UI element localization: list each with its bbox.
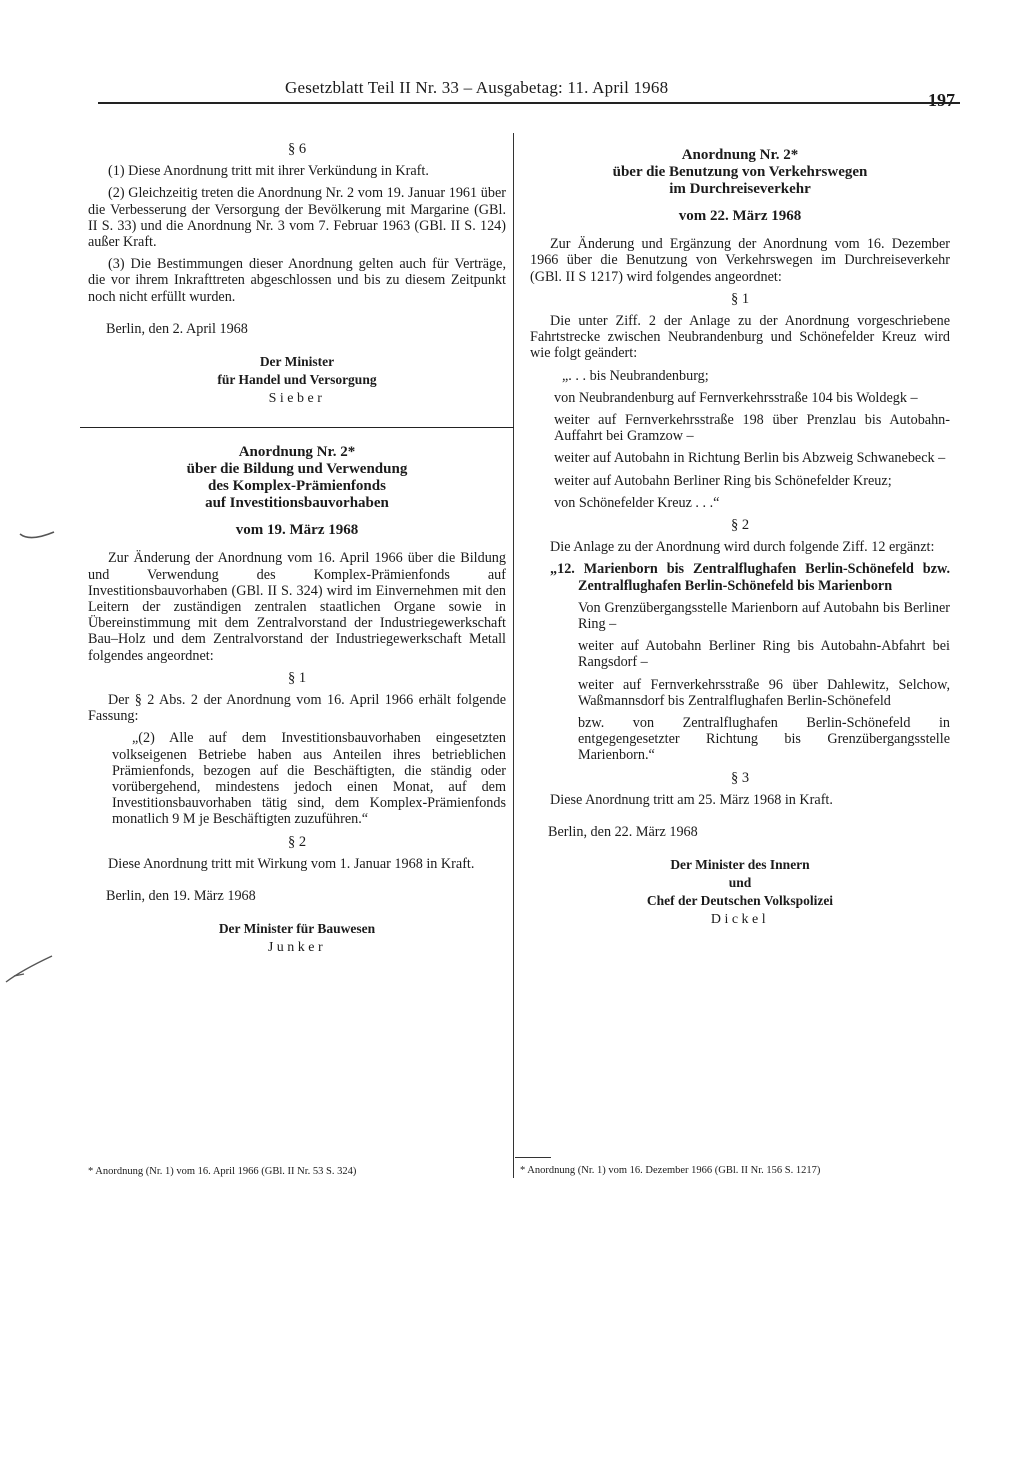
right-column	[530, 147, 950, 929]
section-1-heading: § 1	[730, 290, 750, 307]
ordinance-date: vom 19. März 1968	[235, 522, 359, 539]
ordinance-title	[88, 444, 506, 512]
signature-block	[88, 353, 506, 389]
left-column	[88, 135, 506, 957]
item-12-title: „12. Marienborn bis Zentralflughafen Berlin-Schönefeld bzw. Zentralflughafen Berlin-Schönefeld bis Marienborn	[550, 561, 950, 594]
route-item: weiter auf Fernverkehrsstraße 198 über Prenzlau bis Autobahn-Auffahrt bei Gramzow –	[554, 412, 950, 445]
scan-mark-icon	[4, 952, 56, 986]
section-3-text: Diese Anordnung tritt am 25. März 1968 in Kraft.	[550, 791, 833, 808]
ordinance-title-line: Anordnung Nr. 2*	[681, 147, 799, 163]
section-1-text: Der § 2 Abs. 2 der Anordnung vom 16. April 1966 erhält folgende Fassung:	[88, 692, 506, 725]
column-divider	[513, 133, 514, 1178]
signer-name: Sieber	[268, 391, 326, 407]
route-item: weiter auf Autobahn in Richtung Berlin bis Abzweig Schwanebeck –	[554, 450, 946, 467]
section-2-heading: § 2	[287, 833, 307, 850]
item-12-line: bzw. von Zentralflughafen Berlin-Schönefeld in entgegengesetzter Richtung bis Grenzübergangsstelle Marienborn.“	[578, 715, 950, 764]
section-1-text: Die unter Ziff. 2 der Anlage zu der Anordnung vorgeschriebene Fahrtstrecke zwischen Neubrandenburg und Schönefelder Kreuz wird wie folgt geändert:	[530, 313, 950, 362]
quote-block	[88, 730, 506, 827]
item-12-line: Von Grenzübergangsstelle Marienborn auf Autobahn bis Berliner Ring –	[578, 599, 950, 633]
signer-name: Dickel	[710, 912, 770, 928]
item-12-line: weiter auf Autobahn Berliner Ring bis Autobahn-Abfahrt bei Rangsdorf –	[578, 638, 950, 671]
ordinance-title-line: über die Bildung und Verwendung	[186, 461, 408, 478]
ordinance-title-line: über die Benutzung von Verkehrswegen	[612, 164, 868, 180]
place-date: Berlin, den 22. März 1968	[548, 824, 698, 841]
page-header-title: Gesetzblatt Teil II Nr. 33 – Ausgabetag: 11. April 1968	[285, 78, 669, 97]
route-item: von Schönefelder Kreuz . . .“	[554, 494, 720, 511]
place-date: Berlin, den 19. März 1968	[106, 888, 256, 905]
signature-line: und	[728, 875, 752, 891]
section-6-paragraph-3: (3) Die Bestimmungen dieser Anordnung gelten auch für Verträge, die vor ihrem Inkrafttreten abgeschlossen und bis zu diesem Zeitpunkt noch nicht erfüllt wurden.	[88, 256, 506, 305]
footnote-rule	[515, 1157, 551, 1158]
ordinance-intro: Zur Änderung der Anordnung vom 16. April 1966 über die Bildung und Verwendung des Komplex-Prämienfonds auf Investitionsbauvorhaben (GBl. II S. 324) wird im Einvernehmen mit den Leitern der zuständigen zentralen staatlichen Organe sowie in Übereinstimmung mit dem Zentralvorstand der Industriegewerkschaft Bau–Holz und dem Zentralvorstand der Industriegewerkschaft Metall folgendes angeordnet:	[88, 550, 506, 664]
ordinance-intro: Zur Änderung und Ergänzung der Anordnung vom 16. Dezember 1966 über die Benutzung von Verkehrswegen im Durchreiseverkehr (GBl. II S 1217) wird folgendes angeordnet:	[530, 236, 950, 285]
signature-line: Der Minister des Innern	[670, 857, 810, 873]
ordinance-date: vom 22. März 1968	[678, 208, 802, 224]
footnote: * Anordnung (Nr. 1) vom 16. April 1966 (GBl. II Nr. 53 S. 324)	[88, 1166, 357, 1177]
section-6-paragraph-1: (1) Diese Anordnung tritt mit ihrer Verkündung in Kraft.	[108, 163, 429, 180]
signature-block	[530, 856, 950, 910]
signature-line: Chef der Deutschen Volkspolizei	[646, 893, 834, 909]
ordinance-title-line: auf Investitionsbauvorhaben	[205, 495, 389, 512]
page-number: 197	[928, 90, 955, 110]
ordinance-title	[530, 147, 950, 198]
section-1-heading: § 1	[287, 669, 307, 686]
signature-block	[88, 920, 506, 938]
signature-line: Der Minister für Bauwesen	[218, 921, 376, 937]
footnote: * Anordnung (Nr. 1) vom 16. Dezember 1966 (GBl. II Nr. 156 S. 1217)	[520, 1165, 821, 1176]
section-2-heading: § 2	[730, 517, 750, 534]
section-2-text: Die Anlage zu der Anordnung wird durch folgende Ziff. 12 ergänzt:	[550, 539, 935, 556]
ordinance-title-line: des Komplex-Prämienfonds	[208, 478, 386, 495]
section-6-heading: § 6	[287, 141, 307, 157]
signature-line: Der Minister	[259, 354, 335, 370]
section-rule	[80, 427, 514, 428]
item-12-line: weiter auf Fernverkehrsstraße 96 über Dahlewitz, Selchow, Waßmannsdorf bis Zentralflughafen Berlin-Schönefeld	[578, 676, 950, 709]
ordinance-title-line: im Durchreiseverkehr	[669, 181, 811, 197]
ordinance-title-line: Anordnung Nr. 2*	[238, 444, 356, 461]
section-2-text: Diese Anordnung tritt mit Wirkung vom 1. Januar 1968 in Kraft.	[108, 855, 475, 872]
section-6-paragraph-2: (2) Gleichzeitig treten die Anordnung Nr. 2 vom 19. Januar 1961 über die Verbesserung der Versorgung der Bevölkerung mit Margarine (GBl. II S. 33) und die Anordnung Nr. 3 vom 7. Februar 1963 (GBl. II S. 124) außer Kraft.	[88, 185, 506, 251]
route-item: weiter auf Autobahn Berliner Ring bis Schönefelder Kreuz;	[554, 472, 892, 489]
signer-name: Junker	[267, 940, 327, 956]
place-date: Berlin, den 2. April 1968	[106, 320, 248, 337]
route-item: „. . . bis Neubrandenburg;	[562, 367, 709, 384]
scan-mark-icon	[18, 520, 58, 550]
header-rule	[98, 102, 960, 104]
signature-line: für Handel und Versorgung	[217, 372, 377, 388]
section-3-heading: § 3	[730, 769, 750, 786]
quoted-paragraph: „(2) Alle auf dem Investitionsbauvorhaben eingesetzten volkseigenen Betriebe haben aus Anteilen ihres betrieblichen Prämienfonds, bezogen auf die Beschäftigten, die ständig oder vorübergehend, mindestens jedoch einen Monat, auf dem Investitionsbauvorhaben tätig sind, dem Komplex-Prämienfonds monatlich 9 M je Beschäftigten zuzuführen.“	[112, 730, 506, 828]
route-item: von Neubrandenburg auf Fernverkehrsstraße 104 bis Woldegk –	[554, 389, 918, 406]
